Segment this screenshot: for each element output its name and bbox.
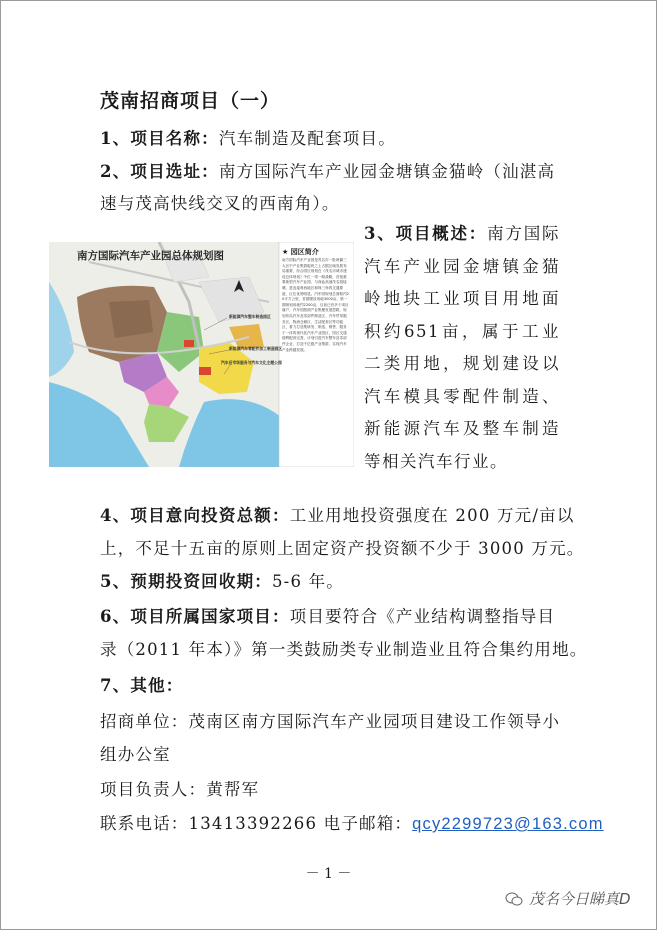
item-text: 5-6 年。: [271, 572, 345, 591]
item-label: 5、预期投资回收期：: [100, 572, 272, 591]
item-project-name: [100, 125, 396, 149]
item-label: 3、项目概述：: [364, 224, 488, 243]
map-intro-heading: ★ 园区简介: [282, 248, 319, 256]
item-text: 南方国际汽车产业园金塘镇金猫岭（汕湛高: [218, 162, 556, 181]
contact-unit-cont: 组办公室: [100, 745, 171, 764]
planning-map: [49, 242, 354, 467]
watermark-text: 茂名今日睇真D: [529, 890, 631, 908]
map-label-ev-parts: 新能源汽车零配件加工制造园区: [229, 346, 283, 351]
item-project-site-cont: 速与茂高快线交叉的西南角）。: [100, 194, 340, 213]
document-title: 茂南招商项目（一）: [100, 90, 281, 112]
item-national-project-cont: 录（2011 年本）》第一类鼓励类专业制造业且符合集约用地。: [100, 640, 588, 659]
item-label: 4、项目意向投资总额：: [100, 506, 290, 525]
item-text: 工业用地投资强度在 200 万元/亩以: [289, 506, 575, 525]
item-label: 1、项目名称：: [100, 129, 219, 148]
item-text: 项目要符合《产业结构调整指导目: [289, 607, 556, 626]
item-text: 汽车制造及配套项目。: [218, 129, 396, 148]
item-label: 2、项目选址：: [100, 162, 219, 181]
contact-phone-email: [100, 810, 604, 834]
map-title: 南方国际汽车产业园总体规划图: [77, 250, 224, 262]
item-project-site: [100, 158, 555, 182]
contact-unit: 招商单位：茂南区南方国际汽车产业园项目建设工作领导小: [100, 712, 561, 731]
item-payback-period: [100, 568, 344, 592]
map-label-aftermarket-park: 汽车后市场服务与汽车文化主题公园: [221, 360, 282, 365]
item-national-project: [100, 603, 555, 627]
item-text: 南方国际汽车产业园金塘镇金猫岭地块工业项目用地面积约651亩，属于工业二类用地，规划建设以汽车模具零配件制造、新能源汽车及整车制造等相关汽车行业。: [364, 224, 560, 471]
map-intro-text: 南方国际汽车产业园是茂名市一批两翼三大区中产业集群板块之上占据区域发展布局重要，综合园区规划在《茂名市城市建设总体规划》中位一带一路战略，首批重要新型汽车产业园，与深汕高速茂名段接壤，是连接粤西地区和珠三角的交通要道，区位优势明显。汽车园规划总面积约20平方公里，首期建设用地3000亩，第一期规划用地约2200亩，目前已有多个项目落户，汽车园按照产业集聚发展思路，规划布局汽车及零部件制造区、汽车贸易服务区、物流仓储区、生活配套区等功能区，着力打造集研发、制造、销售、服务于一体的现代化汽车产业园区，园区交通便利配套完善，计划引进汽车整车及零部件企业，打造千亿级产业集群，实现汽车产业跨越发展。: [282, 258, 349, 352]
item-investment-amount-cont: 上，不足十五亩的原则上固定资产投资额不少于 3000 万元。: [100, 539, 585, 558]
contact-phone: 联系电话：13413392266 电子邮箱：: [100, 814, 413, 833]
email-link[interactable]: qcy2299723@163.com: [412, 815, 604, 833]
page-number: － 1 －: [305, 866, 352, 882]
map-label-ev-vehicle: 新能源汽车整车制造园区: [229, 314, 271, 319]
wechat-icon: [505, 892, 523, 906]
item-label: 6、项目所属国家项目：: [100, 607, 290, 626]
item-project-overview: [364, 218, 560, 478]
watermark: [505, 888, 631, 909]
item-other: 7、其他：: [100, 676, 184, 695]
contact-person: 项目负责人：黄帮军: [100, 780, 260, 799]
item-investment-amount: [100, 502, 575, 526]
